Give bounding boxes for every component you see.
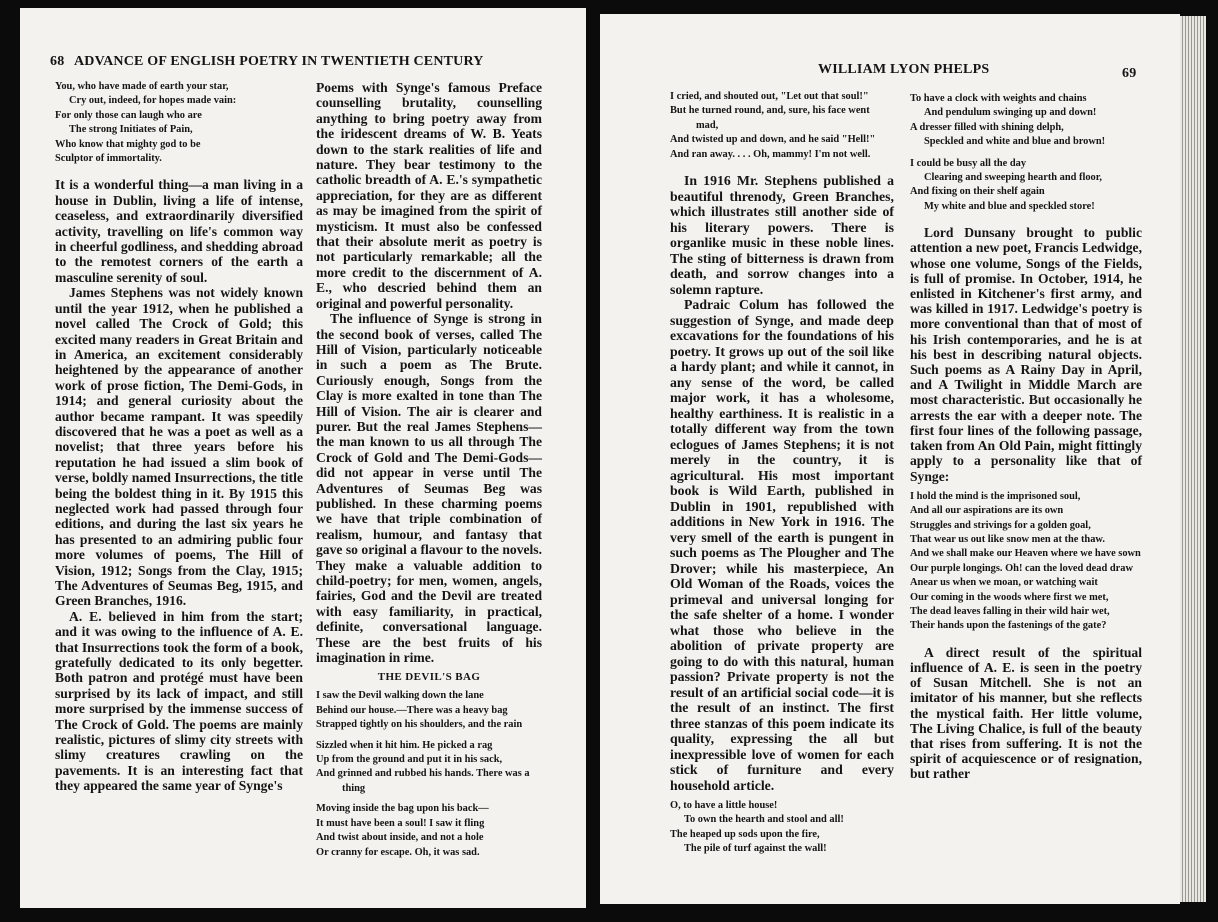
verse-line: And ran away. . . . Oh, mammy! I'm not well.: [670, 148, 871, 160]
verse-line: For only those can laugh who are: [55, 109, 202, 121]
paragraph: Poems with Synge's famous Preface counselling brutality, counselling anything to bring poetry away from the iridescent dreams of W. B. Yeats down to the stark realities of life and nature. They bear testimony to the catholic breadth of A. E.'s sympathetic appreciation, for they are as different as may be imagined from the spirit of mysticism. It must also be confessed that their absolute merit as poetry is not particularly remarkable; all the more credit to the discernment of A. E., who descried behind them an original and powerful personality.: [316, 80, 542, 311]
verse-line: The dead leaves falling in their wild hair wet,: [910, 605, 1110, 617]
verse-line: And grinned and rubbed his hands. There was a thing: [316, 768, 530, 794]
verse-line: I hold the mind is the imprisoned soul,: [910, 490, 1081, 502]
right-column-2: [910, 92, 1142, 782]
verse-line: Moving inside the bag upon his back—: [316, 803, 489, 815]
right-column-1: [670, 90, 894, 857]
verse-line: Cry out, indeed, for hopes made vain:: [69, 95, 237, 107]
verse-line: Anear us when we moan, or watching wait: [910, 577, 1098, 589]
poem-body: [316, 689, 542, 859]
poem-body: [670, 799, 894, 857]
verse-line: Sculptor of immortality.: [55, 153, 162, 165]
verse-line: Or cranny for escape. Oh, it was sad.: [316, 846, 480, 858]
verse-line: Up from the ground and put it in his sack,: [316, 754, 503, 766]
paragraph: A. E. believed in him from the start; and it was owing to the influence of A. E. that Insurrections took the form of a book, gratefully dedicated to its only begetter. Both patron and protégé must have been surprised by its lack of impact, and still more surprised by the immense success of The Crock of Gold. The poems are mainly realistic, pictures of slimy city streets with slimy creatures crawling on the pavements. It is an interesting fact that they appeared the same year of Synge's: [55, 608, 303, 794]
verse-line: The pile of turf against the wall!: [684, 843, 827, 855]
verse-line: And we shall make our Heaven where we have sown: [910, 548, 1141, 560]
page-edges: [1180, 16, 1206, 902]
poem-title: THE DEVIL'S BAG: [377, 671, 481, 684]
verse-line: The heaped up sods upon the fire,: [670, 828, 820, 840]
verse-line: To have a clock with weights and chains: [910, 93, 1087, 104]
paragraph: Lord Dunsany brought to public attention a new poet, Francis Ledwidge, whose one volume, Songs of the Fields, is full of promise. In October, 1914, he enlisted in Kitchener's first army, and was killed in 1917. Ledwidge's poetry is more conventional than that of most of his Irish contemporaries, and he is at his best in describing natural objects. Such poems as A Rainy Day in April, and A Twilight in Middle March are most characteristic. But occasionally he arrests the ear with a deeper note. The first four lines of the following passage, taken from An Old Pain, might fittingly apply to a personality like that of Synge:: [910, 225, 1142, 484]
paragraph: In 1916 Mr. Stephens published a beautiful threnody, Green Branches, which illustrates still another side of his literary powers. There is organlike music in these noble lines. The sting of bitterness is drawn from death, and sorrow changes into a solemn rapture.: [670, 173, 894, 297]
verse-line: Struggles and strivings for a golden goal,: [910, 519, 1091, 531]
running-head-left: ADVANCE OF ENGLISH POETRY IN TWENTIETH CENTURY: [74, 54, 484, 69]
verse-line: You, who have made of earth your star,: [55, 81, 229, 92]
page-number-right: 69: [1122, 66, 1137, 81]
verse-line: Who know that mighty god to be: [55, 138, 201, 150]
verse-line: Our purple longings. Oh! can the loved dead draw: [910, 562, 1133, 574]
paragraph: Padraic Colum has followed the suggestion of Synge, and made deep excavations for the foundations of his poetry. It grows up out of the soil like a hardy plant; and while it cannot, in any sense of the word, be called major work, it has a wholesome, healthy earthiness. It is realistic in a totally different way from the town eclogues of James Stephens; it is not merely in the country, it is agricultural. His most important book is Wild Earth, published in Dublin in 1901, republished with additions in New York in 1916. The very smell of the earth is pungent in such poems as The Plougher and The Drover; while his masterpiece, An Old Woman of the Roads, voices the primeval and universal longing for the safe shelter of a home. I wonder what those who believe in the abolition of private property are going to do with this natural, human passion? Private property is not the result of an artificial social code—it is the result of an instinct. The first three stanzas of this poem indicate its quality, expressing the all but inexpressible love of women for each stick of furniture and every household article.: [670, 297, 894, 793]
verse-line: Sizzled when it hit him. He picked a rag: [316, 739, 493, 751]
verse-line: I saw the Devil walking down the lane: [316, 690, 484, 702]
verse-line: To own the hearth and stool and all!: [684, 814, 844, 826]
verse-line: Their hands upon the fastenings of the gate?: [910, 620, 1107, 632]
page-number-left: 68: [50, 54, 65, 69]
verse-line: My white and blue and speckled store!: [924, 200, 1095, 212]
right-page: [600, 14, 1180, 904]
verse-line: That wear us out like snow men at the thaw.: [910, 533, 1105, 545]
verse-line: And twist about inside, and not a hole: [316, 832, 484, 844]
running-head-right: WILLIAM LYON PHELPS: [818, 62, 990, 77]
verse-line: The strong Initiates of Pain,: [69, 124, 193, 136]
verse-line: Strapped tightly on his shoulders, and the rain: [316, 719, 523, 731]
verse-continued: [670, 90, 894, 162]
poem-stanza: [910, 157, 1142, 215]
quoted-verse: [910, 490, 1142, 634]
verse-line: Behind our house.—There was a heavy bag: [316, 704, 508, 716]
paragraph: A direct result of the spiritual influence of A. E. is seen in the poetry of Susan Mitchell. She is not an imitator of his manner, but she reflects the mystical faith. Her little volume, The Living Chalice, is full of the beauty that rises from suffering. It is not the spirit of acquiescence or of resignation, but rather: [910, 644, 1142, 782]
left-page: [20, 8, 586, 908]
verse-line: Clearing and sweeping hearth and floor,: [924, 172, 1103, 184]
verse-line: Speckled and white and blue and brown!: [924, 136, 1106, 148]
left-column-1: [55, 80, 303, 794]
verse-line: I cried, and shouted out, "Let out that soul!": [670, 91, 869, 102]
verse-line: A dresser filled with shining delph,: [910, 121, 1064, 133]
verse-line: But he turned round, and, sure, his face went mad,: [670, 105, 870, 131]
paragraph: James Stephens was not widely known until the year 1912, when he published a novel called The Crock of Gold; this excited many readers in Great Britain and in America, an excitement considerably heightened by the appearance of another work of prose fiction, The Demi-Gods, in 1914; and general curiosity about the author became rampant. It was speedily discovered that he was a poet as well as a novelist; that three years before his reputation he had issued a slim book of verse, boldly named Insurrections, the title being the boldest thing in it. By 1915 this neglected work had passed through four editions, and during the last six years he has presented to an admiring public four more volumes of poems, The Hill of Vision, 1912; Songs from the Clay, 1915; The Adventures of Seumas Beg, 1915, and Green Branches, 1916.: [55, 285, 303, 609]
verse-line: O, to have a little house!: [670, 800, 778, 812]
left-column-2: [316, 80, 542, 860]
verse-top: [55, 80, 303, 166]
paragraph: It is a wonderful thing—a man living in a house in Dublin, living a life of intense, ceaseless, and extraordinarily diversified activity, travelling on life's common way in cheerful godliness, and shedding abroad to the remotest corners of the earth a masculine serenity of soul.: [55, 177, 303, 285]
verse-line: Our coming in the woods where first we met,: [910, 591, 1109, 603]
verse-line: And pendulum swinging up and down!: [924, 107, 1097, 119]
poem-stanza: [910, 92, 1142, 150]
verse-line: And twisted up and down, and he said "Hell!": [670, 134, 876, 146]
verse-line: It must have been a soul! I saw it fling: [316, 817, 485, 829]
verse-line: And all our aspirations are its own: [910, 505, 1064, 517]
verse-line: I could be busy all the day: [910, 157, 1027, 169]
verse-line: And fixing on their shelf again: [910, 186, 1045, 198]
paragraph: The influence of Synge is strong in the second book of verses, called The Hill of Vision, particularly noticeable in such a poem as The Brute. Curiously enough, Songs from the Clay is more exalted in tone than The Hill of Vision. The air is clearer and purer. But the real James Stephens—the man known to us all through The Crock of Gold and The Demi-Gods—did not appear in verse until The Adventures of Seumas Beg was published. In these charming poems we have that triple combination of realism, humour, and fantasy that gave so original a flavour to the novels. They make a valuable addition to child-poetry; for men, women, angels, fairies, God and the Devil are treated with easy familiarity, in practical, definite, conversational language. These are the best fruits of his imagination in rime.: [316, 311, 542, 666]
